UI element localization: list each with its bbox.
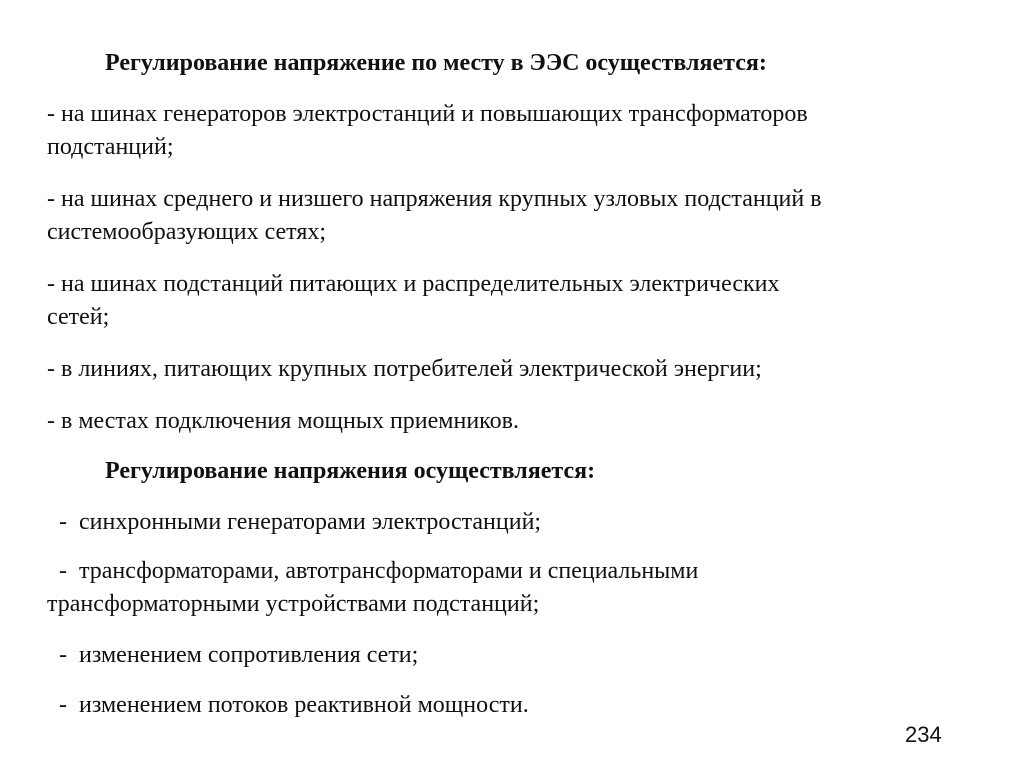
list-item: - в местах подключения мощных приемников. [47,408,519,434]
list-item-continuation: трансформаторными устройствами подстанций; [47,591,540,617]
list-item: - трансформаторами, автотрансформаторами и специальными [47,558,699,584]
list-item: - в линиях, питающих крупных потребителей электрической энергии; [47,356,762,382]
heading-regulation-methods: Регулирование напряжения осуществляется: [105,458,596,484]
list-item: - на шинах среднего и низшего напряжения крупных узловых подстанций в [47,186,822,212]
list-item: - синхронными генераторами электростанций; [47,509,542,535]
list-item: - на шинах подстанций питающих и распределительных электрических [47,271,780,297]
list-item-continuation: сетей; [47,304,110,330]
list-item: - на шинах генераторов электростанций и повышающих трансформаторов [47,101,808,127]
heading-regulation-by-location: Регулирование напряжение по месту в ЭЭС осуществляется: [105,50,767,76]
list-item: - изменением сопротивления сети; [47,642,419,668]
list-item-continuation: подстанций; [47,134,174,160]
list-item-continuation: системообразующих сетях; [47,219,327,245]
list-item: - изменением потоков реактивной мощности. [47,692,529,718]
page-number: 234 [905,722,942,747]
